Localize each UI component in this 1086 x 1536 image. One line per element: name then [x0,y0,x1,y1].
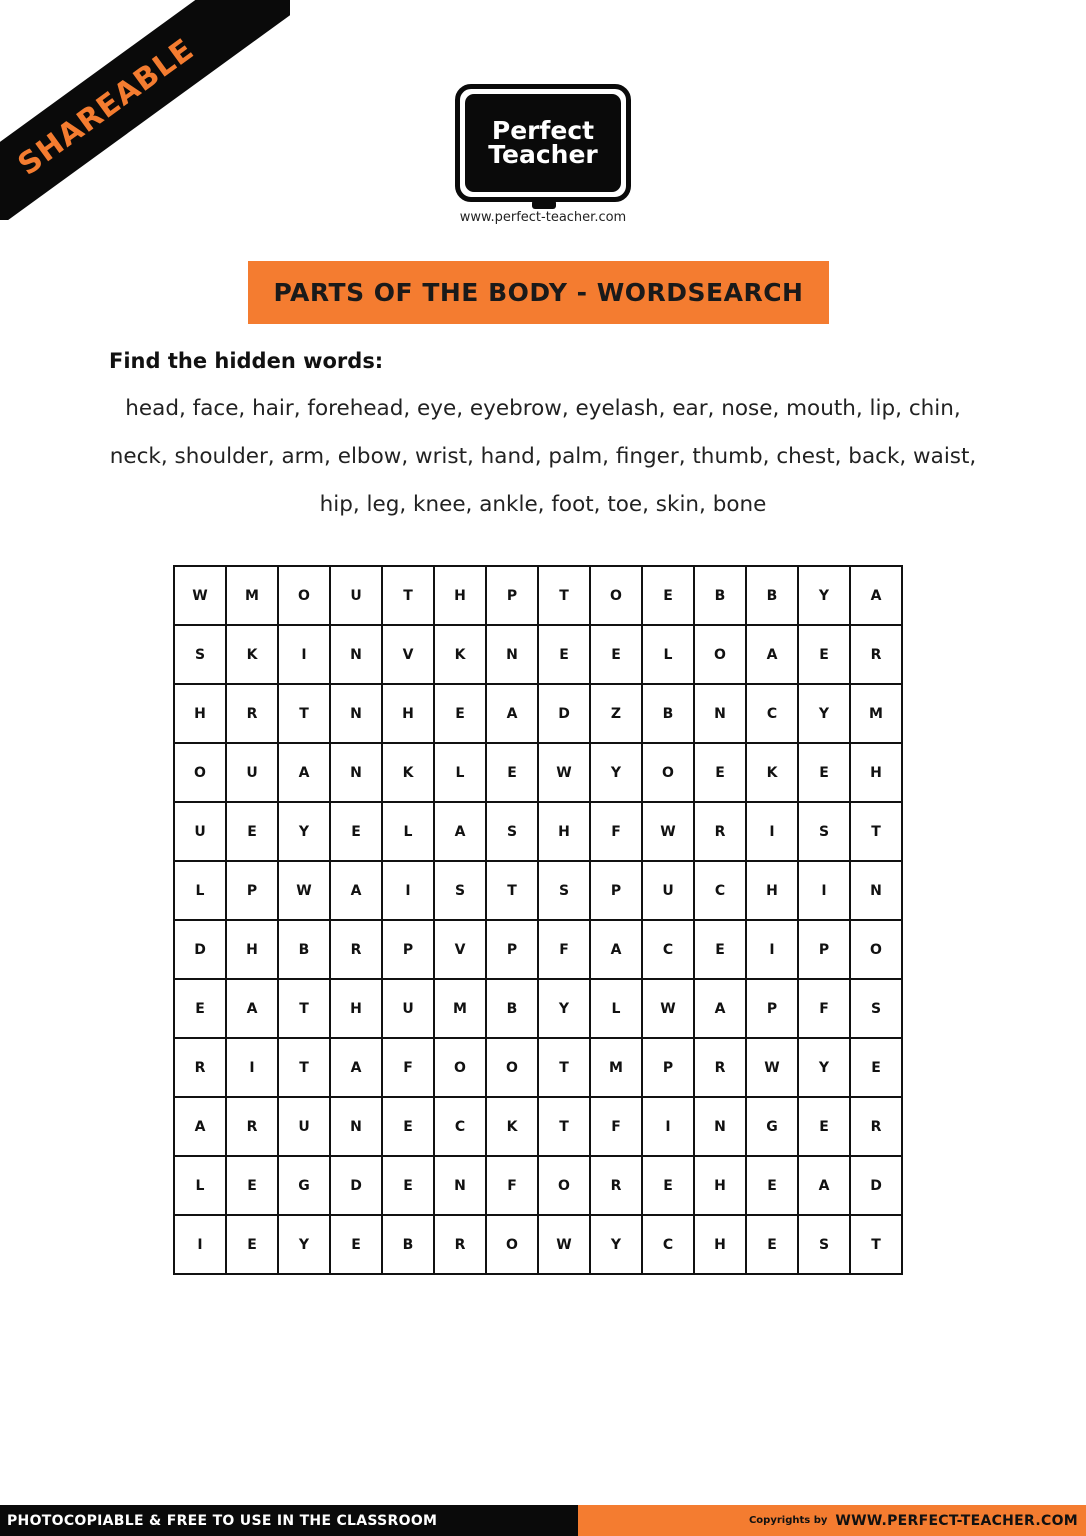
grid-cell: N [330,1097,382,1156]
grid-cell: A [746,625,798,684]
grid-cell: Z [590,684,642,743]
grid-cell: R [590,1156,642,1215]
grid-cell: R [850,1097,902,1156]
grid-cell: N [486,625,538,684]
grid-row [174,566,902,625]
grid-cell: N [694,684,746,743]
grid-cell: H [382,684,434,743]
grid-cell: K [434,625,486,684]
grid-cell: F [382,1038,434,1097]
grid-cell: H [694,1156,746,1215]
grid-cell: M [226,566,278,625]
grid-cell: A [330,1038,382,1097]
grid-cell: G [746,1097,798,1156]
grid-cell: E [590,625,642,684]
grid-cell: W [746,1038,798,1097]
grid-row [174,920,902,979]
grid-cell: L [590,979,642,1038]
grid-cell: R [226,1097,278,1156]
grid-cell: P [486,566,538,625]
grid-cell: E [330,1215,382,1274]
grid-cell: W [174,566,226,625]
grid-cell: E [746,1215,798,1274]
grid-cell: F [486,1156,538,1215]
logo-screen [465,94,621,192]
grid-cell: L [382,802,434,861]
grid-cell: C [694,861,746,920]
grid-cell: E [642,1156,694,1215]
grid-cell: S [850,979,902,1038]
grid-cell: U [330,566,382,625]
grid-cell: S [798,802,850,861]
grid-cell: E [226,1215,278,1274]
grid-cell: T [850,802,902,861]
grid-cell: W [642,979,694,1038]
grid-cell: E [486,743,538,802]
shareable-ribbon [0,0,290,220]
grid-cell: E [538,625,590,684]
grid-cell: E [694,920,746,979]
grid-cell: F [590,802,642,861]
grid-cell: R [174,1038,226,1097]
word-list-line-3: hip, leg, knee, ankle, foot, toe, skin, bone [319,492,767,517]
logo-stand [532,200,556,209]
grid-cell: K [226,625,278,684]
grid-cell: O [486,1215,538,1274]
grid-cell: M [850,684,902,743]
grid-cell: T [278,1038,330,1097]
logo-url: www.perfect-teacher.com [459,210,627,225]
grid-cell: E [798,743,850,802]
page-title: PARTS OF THE BODY - WORDSEARCH [273,278,804,307]
grid-cell: D [174,920,226,979]
grid-cell: I [226,1038,278,1097]
grid-cell: Y [278,1215,330,1274]
grid-cell: O [174,743,226,802]
grid-cell: U [226,743,278,802]
grid-cell: H [174,684,226,743]
grid-cell: A [850,566,902,625]
grid-cell: C [434,1097,486,1156]
grid-cell: H [226,920,278,979]
grid-cell: O [538,1156,590,1215]
grid-cell: N [330,684,382,743]
grid-cell: I [278,625,330,684]
footer-copyright [578,1505,1086,1536]
footer-site-link[interactable]: WWW.PERFECT-TEACHER.COM [835,1512,1078,1529]
grid-cell: P [746,979,798,1038]
grid-cell: R [694,1038,746,1097]
grid-cell: H [694,1215,746,1274]
grid-cell: A [278,743,330,802]
grid-cell: K [486,1097,538,1156]
grid-cell: T [850,1215,902,1274]
instructions-heading: Find the hidden words: [109,349,384,373]
grid-cell: N [330,625,382,684]
grid-cell: C [642,1215,694,1274]
grid-cell: P [486,920,538,979]
grid-cell: W [538,1215,590,1274]
grid-row [174,625,902,684]
grid-cell: N [694,1097,746,1156]
grid-cell: L [174,861,226,920]
grid-cell: T [538,1038,590,1097]
grid-cell: R [330,920,382,979]
grid-cell: I [642,1097,694,1156]
grid-cell: F [798,979,850,1038]
grid-cell: H [850,743,902,802]
grid-cell: O [486,1038,538,1097]
grid-cell: M [434,979,486,1038]
grid-cell: U [278,1097,330,1156]
grid-cell: S [174,625,226,684]
grid-cell: E [434,684,486,743]
grid-cell: I [174,1215,226,1274]
grid-cell: E [226,802,278,861]
grid-cell: Y [590,743,642,802]
grid-cell: W [538,743,590,802]
grid-cell: A [226,979,278,1038]
grid-cell: A [798,1156,850,1215]
grid-cell: D [850,1156,902,1215]
grid-cell: L [174,1156,226,1215]
grid-cell: B [746,566,798,625]
grid-cell: P [590,861,642,920]
grid-cell: T [538,566,590,625]
grid-cell: I [746,920,798,979]
grid-cell: B [694,566,746,625]
grid-cell: Y [538,979,590,1038]
grid-cell: W [642,802,694,861]
grid-cell: I [746,802,798,861]
grid-cell: A [486,684,538,743]
grid-cell: D [538,684,590,743]
grid-cell: C [642,920,694,979]
grid-cell: L [642,625,694,684]
word-list-line-2: neck, shoulder, arm, elbow, wrist, hand, palm, finger, thumb, chest, back, waist, [109,444,977,469]
grid-cell: B [642,684,694,743]
grid-cell: B [278,920,330,979]
grid-cell: P [642,1038,694,1097]
grid-cell: T [382,566,434,625]
footer-note [0,1505,578,1536]
grid-cell: O [694,625,746,684]
grid-cell: P [226,861,278,920]
grid-cell: E [226,1156,278,1215]
grid-cell: O [850,920,902,979]
grid-cell: K [746,743,798,802]
footer-note-text: PHOTOCOPIABLE & FREE TO USE IN THE CLASSROOM [7,1512,438,1529]
grid-cell: T [278,684,330,743]
grid-cell: H [330,979,382,1038]
grid-cell: Y [798,566,850,625]
grid-cell: N [434,1156,486,1215]
grid-cell: T [538,1097,590,1156]
grid-row [174,743,902,802]
grid-cell: N [330,743,382,802]
grid-cell: O [434,1038,486,1097]
grid-cell: E [798,1097,850,1156]
grid-cell: P [798,920,850,979]
grid-cell: V [382,625,434,684]
grid-row [174,861,902,920]
grid-cell: O [590,566,642,625]
grid-cell: M [590,1038,642,1097]
ribbon-band [0,0,290,220]
logo-line-2: Teacher [488,140,598,169]
logo-line-1: Perfect [491,116,595,145]
word-list-line-1: head, face, hair, forehead, eye, eyebrow, eyelash, ear, nose, mouth, lip, chin, [125,396,961,421]
grid-cell: G [278,1156,330,1215]
grid-cell: R [694,802,746,861]
grid-row [174,684,902,743]
grid-cell: S [434,861,486,920]
grid-cell: R [226,684,278,743]
grid-cell: A [590,920,642,979]
grid-cell: A [434,802,486,861]
grid-cell: E [642,566,694,625]
grid-cell: L [434,743,486,802]
title-banner [248,261,829,324]
grid-cell: N [850,861,902,920]
grid-cell: Y [278,802,330,861]
grid-cell: Y [590,1215,642,1274]
grid-cell: E [382,1097,434,1156]
grid-row [174,1215,902,1274]
grid-row [174,1038,902,1097]
grid-cell: E [798,625,850,684]
grid-cell: F [590,1097,642,1156]
grid-cell: E [746,1156,798,1215]
grid-cell: O [278,566,330,625]
grid-cell: O [642,743,694,802]
grid-cell: H [434,566,486,625]
grid-cell: A [330,861,382,920]
grid-cell: F [538,920,590,979]
grid-cell: P [382,920,434,979]
grid-cell: S [798,1215,850,1274]
grid-cell: D [330,1156,382,1215]
grid-cell: K [382,743,434,802]
grid-cell: U [174,802,226,861]
grid-cell: W [278,861,330,920]
grid-cell: S [538,861,590,920]
grid-cell: H [538,802,590,861]
grid-cell: E [330,802,382,861]
copyright-label: Copyrights by [748,1515,828,1526]
grid-cell: S [486,802,538,861]
grid-cell: R [434,1215,486,1274]
logo [455,84,631,202]
wordsearch-grid [173,565,903,1275]
grid-cell: R [850,625,902,684]
grid-cell: I [382,861,434,920]
grid-cell: I [798,861,850,920]
grid-cell: T [278,979,330,1038]
grid-cell: A [694,979,746,1038]
grid-cell: E [174,979,226,1038]
grid-cell: H [746,861,798,920]
grid-row [174,1156,902,1215]
grid-cell: U [642,861,694,920]
grid-cell: V [434,920,486,979]
ribbon-label: SHAREABLE [11,31,201,183]
grid-row [174,802,902,861]
grid-cell: Y [798,1038,850,1097]
grid-row [174,979,902,1038]
grid-cell: E [850,1038,902,1097]
grid-cell: A [174,1097,226,1156]
grid-cell: B [382,1215,434,1274]
grid-cell: B [486,979,538,1038]
grid-cell: T [486,861,538,920]
grid-cell: Y [798,684,850,743]
grid-cell: E [694,743,746,802]
grid-cell: E [382,1156,434,1215]
grid-cell: U [382,979,434,1038]
grid-cell: C [746,684,798,743]
grid-row [174,1097,902,1156]
